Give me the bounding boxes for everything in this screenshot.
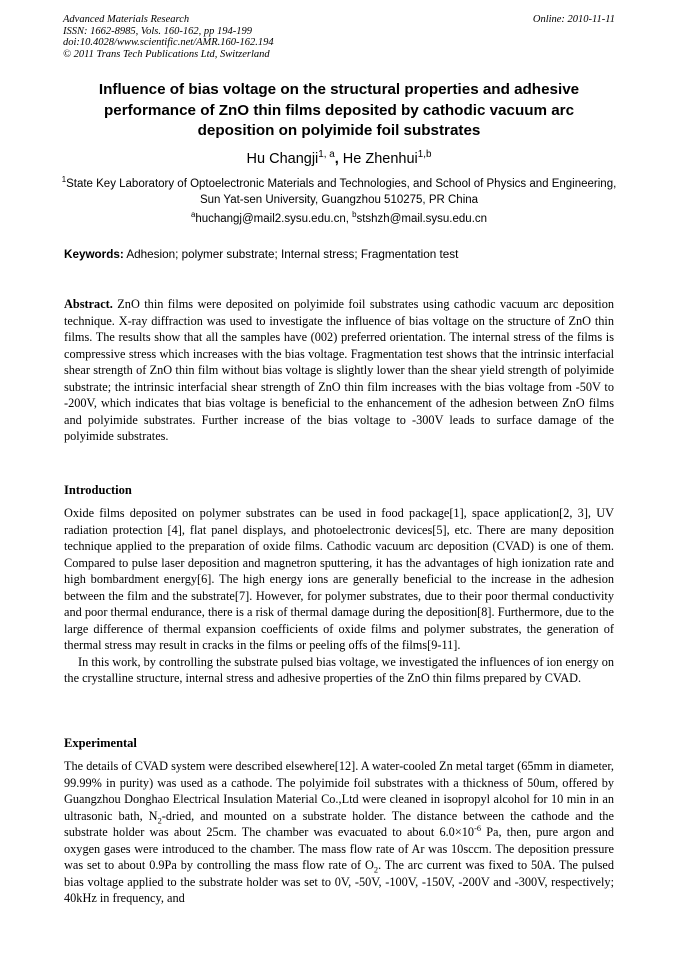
affiliation-text: State Key Laboratory of Optoelectronic Materials and Technologies, and School of Physics and Engineering, Sun Yat-sen University, Guangzhou 510275, PR China	[66, 178, 617, 206]
keywords-text: Adhesion; polymer substrate; Internal stress; Fragmentation test	[126, 248, 459, 261]
author-2-affiliation-mark: 1,b	[417, 149, 432, 161]
author-separator: ,	[334, 151, 339, 167]
experimental-paragraph	[64, 758, 614, 907]
email-a: huchangj@mail2.sysu.edu.cn,	[195, 213, 349, 225]
email-b-mark: b	[352, 210, 357, 220]
experimental-text-3: Pa, then, pure argon and oxygen gases were introduced to the chamber. The mass flow rate of Ar was 10sccm. The deposition pressure was set to about 0.9Pa by controlling the mass flow rate of O	[64, 825, 614, 872]
doi-line: doi:10.4028/www.scientific.net/AMR.160-162.194	[63, 37, 274, 49]
experimental-body	[64, 758, 614, 907]
author-2: He Zhenhui	[342, 151, 418, 167]
copyright-line: © 2011 Trans Tech Publications Ltd, Switzerland	[63, 48, 270, 60]
keywords	[64, 247, 616, 263]
affiliation-mark: 1	[61, 175, 67, 185]
experimental-heading: Experimental	[64, 736, 137, 750]
o2-subscript: 2	[373, 865, 379, 875]
journal-header	[63, 14, 615, 60]
email-a-mark: a	[190, 210, 196, 220]
experimental-text-4: . The arc current was fixed to 50A. The pulsed bias voltage applied to the substrate holder was set to 0V, -50V, -100V, -150V, -200V and -300V, respectively; 40kHz in frequency, and	[64, 858, 614, 905]
experimental-text-2: -dried, and mounted on a substrate holder. The distance between the cathode and the substrate holder was about 25cm. The chamber was evacuated to about 6.0×10	[64, 808, 615, 839]
introduction-body	[64, 505, 614, 687]
introduction-paragraph-2: In this work, by controlling the substrate pulsed bias voltage, we investigated the influences of ion energy on the crystalline structure, internal stress and adhesive properties of the ZnO thin films prepared by CVAD.	[64, 654, 614, 685]
author-1: Hu Changji	[246, 151, 319, 167]
experimental-text-1: The details of CVAD system were described elsewhere[12]. A water-cooled Zn metal target (65mm in diameter, 99.99% in purity) was used as a cathode. The polyimide foil substrates with a thickness of 50um, offered by Guangzhou Donghao Electrical Insulation Material Co.,Ltd were cleaned in isopropyl alcohol for 10 min in an ultrasonic bath, N	[64, 759, 614, 823]
introduction-heading: Introduction	[64, 483, 132, 497]
abstract-label: Abstract.	[64, 297, 113, 311]
n2-subscript: 2	[157, 815, 162, 825]
paper-title: Influence of bias voltage on the structural properties and adhesive performance of ZnO thin films deposited by cathodic vacuum arc deposition on polyimide foil substrates	[98, 81, 580, 139]
issn-line: ISSN: 1662-8985, Vols. 160-162, pp 194-199	[63, 25, 252, 37]
keywords-label: Keywords:	[64, 248, 124, 261]
online-date: Online: 2010-11-11	[532, 14, 615, 25]
author-1-affiliation-mark: 1, a	[318, 149, 335, 161]
email-b: stshzh@mail.sysu.edu.cn	[356, 213, 488, 225]
abstract-text: ZnO thin films were deposited on polyimide foil substrates using cathodic vacuum arc deposition technique. X-ray diffraction was used to investigate the influence of bias voltage on the structure of ZnO thin films. The results show that all the samples have (002) preferred orientation. The internal stress of the films is compressive stress which increases with the bias voltage. Fragmentation test shows that the intrinsic interfacial shear strength of ZnO thin film without bias voltage is slightly lower than the shear yield strength of polyimide substrate; the intrinsic interfacial shear strength of ZnO thin film increases with the bias voltage from -50V to -200V, which indicates that bias voltage is beneficial to the enhancement of the adhesion between ZnO films and polyimide substrates. Further increase of the bias voltage to -300V leads to surface damage of the polyimide substrates.	[64, 297, 615, 443]
affiliation	[60, 176, 618, 208]
journal-name: Advanced Materials Research	[63, 14, 190, 25]
pressure-exponent: -6	[474, 823, 482, 833]
abstract	[64, 296, 614, 445]
email-line	[60, 211, 618, 227]
introduction-paragraph-1: Oxide films deposited on polymer substrates can be used in food package[1], space application[2, 3], UV radiation protection [4], flat panel displays, and photoelectronic devices[5], etc. There are many deposition technique applied to the preparation of oxide films. Cathodic vacuum arc deposition (CVAD) is one of them. Compared to pulse laser deposition and magnetron sputtering, it has the advantages of high ionization rate and high bombardment energy[6]. The high energy ions are generally beneficial to the increase in the adhesion between the film and the substrate[7]. However, for polymer substrates, due to their poor thermal conductivity and poor thermal endurance, there is a risk of thermal damage during the deposition[8]. Furthermore, due to the large difference of thermal expansion coefficients of oxide films and polymer substrates, the generation of thermal stress may result in cracks in the films or peeling offs of the films[9-11].	[64, 506, 614, 652]
author-line	[60, 150, 618, 168]
